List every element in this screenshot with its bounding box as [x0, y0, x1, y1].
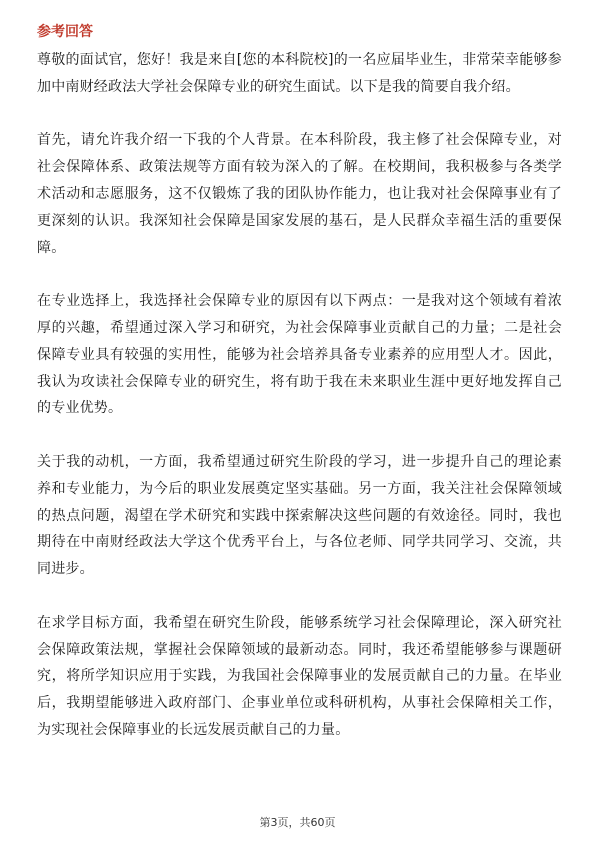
page-number-footer: 第3页，共60页 [259, 816, 336, 829]
paragraph-goals: 在求学目标方面，我希望在研究生阶段，能够系统学习社会保障理论，深入研究社会保障政策法规，掌握社会保障领域的最新动态。同时，我还希望能够参与课题研究，将所学知识应用于实践，为我国社会保障事业的发展贡献自己的力量。在毕业后，我期望能够进入政府部门、企事业单位或科研机构，从事社会保障相关工作，为实现社会保障事业的长远发展贡献自己的力量。 [37, 614, 562, 738]
section-heading: 参考回答 [37, 24, 93, 40]
paragraph-background: 首先，请允许我介绍一下我的个人背景。在本科阶段，我主修了社会保障专业，对社会保障体系、政策法规等方面有较为深入的了解。在校期间，我积极参与各类学术活动和志愿服务，这不仅锻炼了我的团队协作能力，也让我对社会保障事业有了更深刻的认识。我深知社会保障是国家发展的基石，是人民群众幸福生活的重要保障。 [37, 132, 562, 256]
paragraph-major-choice: 在专业选择上，我选择社会保障专业的原因有以下两点：一是我对这个领域有着浓厚的兴趣，希望通过深入学习和研究，为社会保障事业贡献自己的力量；二是社会保障专业具有较强的实用性，能够为社会培养具备专业素养的应用型人才。因此，我认为攻读社会保障专业的研究生，将有助于我在未来职业生涯中更好地发挥自己的专业优势。 [37, 293, 562, 417]
paragraph-intro: 尊敬的面试官，您好！我是来自[您的本科院校]的一名应届毕业生，非常荣幸能够参加中南财经政法大学社会保障专业的研究生面试。以下是我的简要自我介绍。 [37, 52, 562, 95]
paragraph-motivation: 关于我的动机，一方面，我希望通过研究生阶段的学习，进一步提升自己的理论素养和专业能力，为今后的职业发展奠定坚实基础。另一方面，我关注社会保障领域的热点问题，渴望在学术研究和实践中探索解决这些问题的有效途径。同时，我也期待在中南财经政法大学这个优秀平台上，与各位老师、同学共同学习、交流，共同进步。 [37, 453, 562, 578]
answer-body [37, 47, 562, 771]
